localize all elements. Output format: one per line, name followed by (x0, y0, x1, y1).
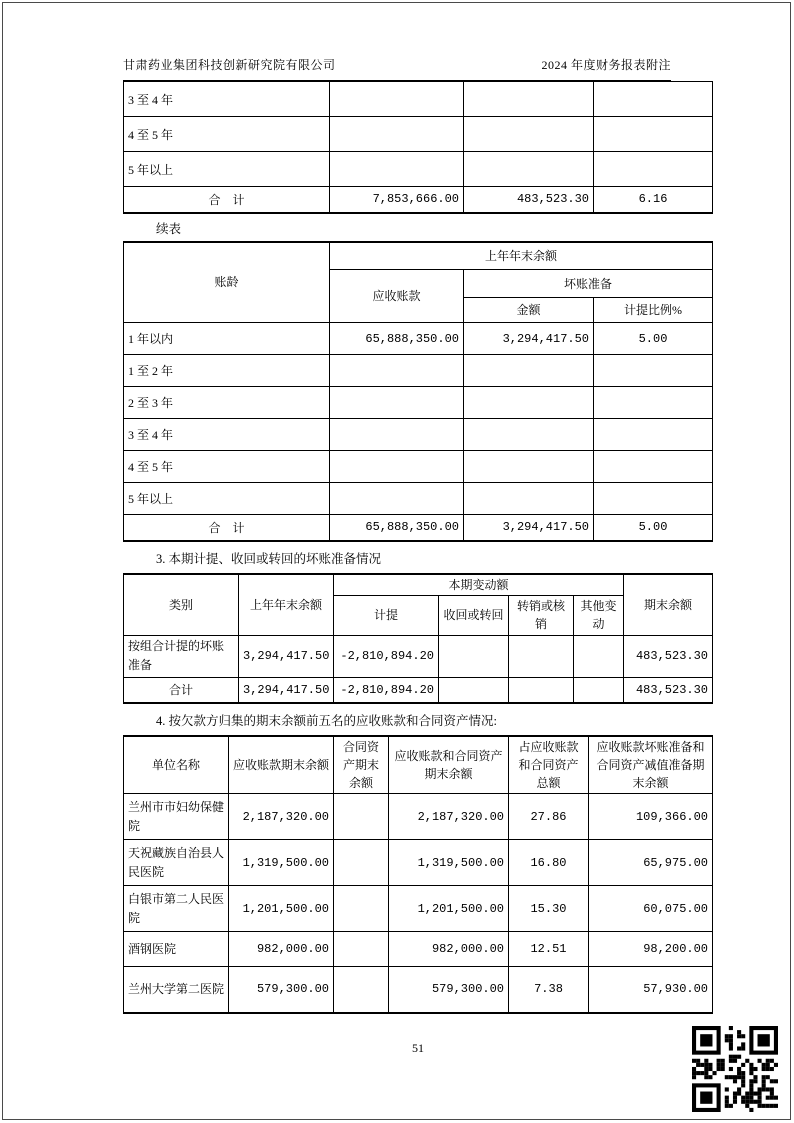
amount-cell: 483,523.30 (624, 635, 713, 677)
ratio-cell: 5.00 (594, 323, 713, 355)
total-row (124, 677, 713, 703)
section-4-title: 4. 按欠款方归集的期末余额前五名的应收账款和合同资产情况: (156, 714, 497, 728)
ratio-cell: 6.16 (594, 187, 713, 213)
ratio-cell (594, 82, 713, 117)
total-label-cell: 合计 (124, 677, 239, 703)
amount-cell: 483,523.30 (624, 677, 713, 703)
amount-cell: -2,810,894.20 (334, 677, 439, 703)
aging-label-cell: 4 至 5 年 (124, 451, 330, 483)
unit-name-cell: 兰州市市妇幼保健院 (124, 794, 229, 840)
ratio-cell (594, 451, 713, 483)
amount-cell: 3,294,417.50 (239, 677, 334, 703)
amount-cell: 65,975.00 (589, 840, 713, 886)
col-header-category: 类别 (124, 574, 239, 636)
amount-cell (464, 82, 594, 117)
col-header-amount: 金额 (464, 298, 594, 323)
col-header-prior-year: 上年年末余额 (239, 574, 334, 636)
amount-cell: 2,187,320.00 (389, 794, 509, 840)
amount-cell (330, 152, 464, 187)
col-header-bad-debt: 坏账准备 (464, 270, 713, 298)
col-header-other: 其他变动 (574, 595, 624, 635)
total-label-cell: 合 计 (124, 187, 330, 213)
amount-cell (464, 152, 594, 187)
amount-cell (330, 387, 464, 419)
amount-cell (509, 677, 574, 703)
amount-cell: 7,853,666.00 (330, 187, 464, 213)
col-header-unit-name: 单位名称 (124, 736, 229, 794)
col-header-current-change: 本期变动额 (334, 574, 624, 596)
col-header-contract-ending: 合同资产期末余额 (334, 736, 389, 794)
unit-name-cell: 酒钢医院 (124, 932, 229, 967)
table-row (124, 419, 713, 451)
amount-cell: 1,319,500.00 (229, 840, 334, 886)
amount-cell: 3,294,417.50 (239, 635, 334, 677)
table-row (124, 387, 713, 419)
amount-cell: 1,201,500.00 (229, 886, 334, 932)
col-header-prior-year: 上年年末余额 (330, 242, 713, 270)
table-row (124, 323, 713, 355)
table-header-row (124, 242, 713, 270)
table-row (124, 886, 713, 932)
amount-cell (330, 355, 464, 387)
unit-name-cell: 白银市第二人民医院 (124, 886, 229, 932)
col-header-percentage: 占应收账款和合同资产总额 (509, 736, 589, 794)
percentage-cell: 12.51 (509, 932, 589, 967)
unit-name-cell: 天祝藏族自治县人民医院 (124, 840, 229, 886)
ratio-cell (594, 117, 713, 152)
ratio-cell (594, 152, 713, 187)
col-header-receivable: 应收账款 (330, 270, 464, 323)
table-row (124, 483, 713, 515)
col-header-ending: 期末余额 (624, 574, 713, 636)
ratio-cell: 5.00 (594, 515, 713, 541)
amount-cell: -2,810,894.20 (334, 635, 439, 677)
amount-cell (464, 451, 594, 483)
amount-cell (464, 483, 594, 515)
amount-cell: 483,523.30 (464, 187, 594, 213)
amount-cell (439, 677, 509, 703)
table-row (124, 794, 713, 840)
amount-cell (464, 117, 594, 152)
bad-debt-change-table (123, 573, 713, 705)
total-label-cell: 合 计 (124, 515, 330, 541)
percentage-cell: 15.30 (509, 886, 589, 932)
ratio-cell (594, 387, 713, 419)
aging-label-cell: 5 年以上 (124, 483, 330, 515)
amount-cell (439, 635, 509, 677)
total-row (124, 187, 713, 213)
amount-cell: 98,200.00 (589, 932, 713, 967)
percentage-cell: 16.80 (509, 840, 589, 886)
doc-title: 2024 年度财务报表附注 (541, 58, 671, 72)
col-header-writeoff: 转销或核销 (509, 595, 574, 635)
amount-cell (464, 355, 594, 387)
ratio-cell (594, 355, 713, 387)
amount-cell (334, 967, 389, 1013)
amount-cell (334, 794, 389, 840)
amount-cell: 982,000.00 (389, 932, 509, 967)
amount-cell: 3,294,417.50 (464, 323, 594, 355)
aging-label-cell: 4 至 5 年 (124, 117, 330, 152)
table-row (124, 355, 713, 387)
aging-label-cell: 1 至 2 年 (124, 355, 330, 387)
amount-cell: 65,888,350.00 (330, 515, 464, 541)
amount-cell: 2,187,320.00 (229, 794, 334, 840)
col-header-ar-contract-ending: 应收账款和合同资产期末余额 (389, 736, 509, 794)
amount-cell: 57,930.00 (589, 967, 713, 1013)
col-header-ar-ending: 应收账款期末余额 (229, 736, 334, 794)
amount-cell (334, 932, 389, 967)
aging-label-cell: 3 至 4 年 (124, 419, 330, 451)
total-row (124, 515, 713, 541)
amount-cell (509, 635, 574, 677)
table-row (124, 152, 713, 187)
qr-code (692, 1026, 778, 1112)
continuation-label: 续表 (156, 221, 182, 236)
amount-cell (334, 886, 389, 932)
amount-cell: 1,319,500.00 (389, 840, 509, 886)
amount-cell: 982,000.00 (229, 932, 334, 967)
table-row (124, 82, 713, 117)
table-row (124, 932, 713, 967)
top-five-receivables-table (123, 735, 713, 1014)
table-row (124, 635, 713, 677)
table-row (124, 451, 713, 483)
aging-label-cell: 1 年以内 (124, 323, 330, 355)
page-content (123, 56, 715, 1014)
unit-name-cell: 兰州大学第二医院 (124, 967, 229, 1013)
amount-cell (334, 840, 389, 886)
table-row (124, 967, 713, 1013)
col-header-aging: 账龄 (124, 242, 330, 323)
amount-cell (574, 635, 624, 677)
amount-cell (330, 82, 464, 117)
amount-cell: 65,888,350.00 (330, 323, 464, 355)
amount-cell: 109,366.00 (589, 794, 713, 840)
amount-cell: 60,075.00 (589, 886, 713, 932)
amount-cell: 579,300.00 (389, 967, 509, 1013)
amount-cell (330, 117, 464, 152)
aging-label-cell: 2 至 3 年 (124, 387, 330, 419)
company-name: 甘肃药业集团科技创新研究院有限公司 (123, 58, 336, 72)
section-3-title: 3. 本期计提、收回或转回的坏账准备情况 (156, 551, 382, 566)
amount-cell (330, 419, 464, 451)
percentage-cell: 7.38 (509, 967, 589, 1013)
page-number: 51 (412, 1041, 424, 1055)
col-header-accrual: 计提 (334, 595, 439, 635)
amount-cell: 579,300.00 (229, 967, 334, 1013)
ratio-cell (594, 483, 713, 515)
table-row (124, 840, 713, 886)
table-header-row (124, 574, 713, 596)
prior-year-aging-table (123, 241, 713, 542)
aging-label-cell: 3 至 4 年 (124, 82, 330, 117)
ratio-cell (594, 419, 713, 451)
document-header (123, 56, 671, 81)
aging-table-continuation (123, 81, 713, 214)
amount-cell: 3,294,417.50 (464, 515, 594, 541)
amount-cell (330, 483, 464, 515)
col-header-provision: 应收账款坏账准备和合同资产减值准备期末余额 (589, 736, 713, 794)
amount-cell (330, 451, 464, 483)
amount-cell: 1,201,500.00 (389, 886, 509, 932)
aging-label-cell: 5 年以上 (124, 152, 330, 187)
table-row (124, 117, 713, 152)
col-header-recover: 收回或转回 (439, 595, 509, 635)
col-header-ratio: 计提比例% (594, 298, 713, 323)
amount-cell (574, 677, 624, 703)
category-label-cell: 按组合计提的坏账准备 (124, 635, 239, 677)
amount-cell (464, 387, 594, 419)
amount-cell (464, 419, 594, 451)
percentage-cell: 27.86 (509, 794, 589, 840)
table-header-row (124, 736, 713, 794)
